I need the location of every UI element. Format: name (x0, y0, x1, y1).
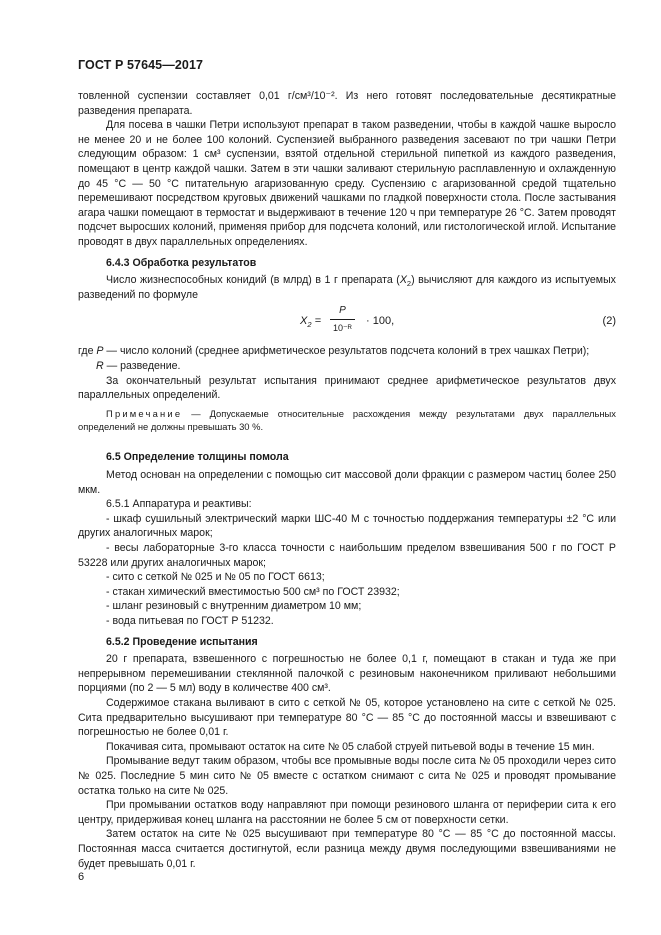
formula-lhs-sub: 2 (307, 320, 312, 330)
paragraph: Содержимое стакана выливают в сито с сеткой № 05, которое установлено на сите с сеткой № 025. Сита предварительно высушивают при температуре 80 °С — 85 °С до постоянной массы и взвешивают с погрешностью не более 0,01 г. (78, 697, 616, 739)
document-header: ГОСТ Р 57645—2017 (78, 58, 204, 72)
note (78, 407, 616, 434)
formula-denominator: 10⁻ᴿ (330, 319, 355, 336)
section-heading-6-5-1: 6.5.1 Аппаратура и реактивы: (106, 498, 252, 511)
formula-tail: · 100, (366, 315, 395, 328)
section-heading-6-5: 6.5 Определение толщины помола (106, 450, 289, 463)
list-item: - вода питьевая по ГОСТ Р 51232. (106, 615, 274, 628)
symbol-p: P (96, 345, 104, 358)
where-lead: где (78, 345, 97, 358)
list-item: - шланг резиновый с внутренним диаметром 10 мм; (106, 600, 362, 613)
text-part: Число жизнеспособных конидий (в млрд) в 1 г препарата ( (106, 274, 400, 287)
document-body (78, 89, 616, 871)
paragraph: Покачивая сита, промывают остаток на сите № 05 слабой струей питьевой воды в течение 15 мин. (106, 740, 595, 753)
variable-x: X (399, 274, 407, 287)
section-heading-6-4-3: 6.4.3 Обработка результатов (106, 256, 257, 269)
formula-lhs-var: X (300, 315, 308, 328)
formula-fraction (330, 304, 355, 335)
text-part: ) вычисляют для каждого из испытуемых разведений по формуле (78, 274, 616, 301)
symbol-r: R (96, 359, 104, 372)
where-r-text: — разведение. (103, 359, 181, 372)
page-number: 6 (78, 871, 85, 883)
paragraph-continuation: товленной суспензии составляет 0,01 г/см³/10⁻². Из него готовят последовательные десятикратные разведения препарата. (78, 90, 616, 117)
formula-2 (78, 304, 616, 340)
list-item: - сито с сеткой № 025 и № 05 по ГОСТ 6613; (106, 571, 325, 584)
note-text: — Допускаемые относительные расхождения между результатами двух параллельных определений не должны превышать 30 %. (78, 407, 616, 433)
list-item: - шкаф сушильный электрический марки ШС-40 М с точностью поддержания температуры ±2 °С или других аналогичных марок; (78, 512, 616, 540)
list-item: - весы лабораторные 3-го класса точности с наибольшим пределом взвешивания 500 г по ГОСТ Р 53228 или других аналогичных марок; (78, 542, 616, 569)
list-item: - стакан химический вместимостью 500 см³ по ГОСТ 23932; (106, 585, 400, 598)
where-p (78, 344, 616, 359)
paragraph-method: Метод основан на определении с помощью сит массовой доли фракции с размером частиц более 250 мкм. (78, 469, 616, 496)
formula-number: (2) (602, 315, 616, 328)
paragraph-final-result: За окончательный результат испытания принимают среднее арифметическое результатов двух параллельных определений. (78, 374, 616, 402)
paragraph: 20 г препарата, взвешенного с погрешностью не более 0,1 г, помещают в стакан и туда же при непрерывном перемешивании стеклянной палочкой с резиновым наконечником приливают небольшими порциями (по 2 — 5 мл) воду в количестве 400 см³. (78, 653, 616, 695)
formula-equals: = (311, 315, 321, 328)
where-p-text: — число колоний (среднее арифметическое результатов подсчета колоний в трех чашках Петри); (103, 345, 590, 358)
paragraph-count-formula-intro (78, 273, 616, 302)
paragraph: При промывании остатков воду направляют при помощи резинового шланга от периферии сита к его центру, придерживая конец шланга на расстоянии не более 5 см от поверхности сетки. (78, 799, 616, 826)
formula-numerator: P (339, 305, 346, 317)
variable-subscript: 2 (406, 279, 412, 289)
paragraph: Промывание ведут таким образом, чтобы все промывные воды после сита № 05 проходили через сито № 025. Последние 5 мин сито № 05 вместе с остатком снимают с сита № 025 и проводят промывание остатка только на сите № 025. (78, 755, 616, 797)
where-r (78, 359, 616, 374)
formula-lhs (300, 314, 321, 329)
section-heading-6-5-2: 6.5.2 Проведение испытания (106, 635, 258, 648)
note-label: Примечание (106, 407, 183, 419)
paragraph: Затем остаток на сите № 025 высушивают при температуре 80 °С — 85 °С до постоянной массы. Постоянная масса считается достигнутой, если разница между двумя последующими взвешиваниями не будет превышать 0,01 г. (78, 828, 616, 870)
paragraph-seeding: Для посева в чашки Петри используют препарат в таком разведении, чтобы в каждой чашке выросло не менее 20 и не более 100 колоний. Суспензией выбранного разведения засевают по три чашки Петри следующим образом: 1 см³ суспензии, взятой отдельной стерильной пипеткой из каждого разведения, помещают в центр каждой чашки. Затем в эти чашки заливают стерильную расплавленную и охлажденную до 45 °С — 50 °С питательную агаризованную среду. Суспензию с агаризованной средой тщательно перемешивают посредством круговых движений чашками по гладкой поверхности стола. После застывания агара чашки помещают в термостат и выдерживают в течение 120 ч при температуре 26 °С. Затем проводят подсчет выросших колоний, применяя прибор для подсчета колоний, или гистологической иглой. Испытание проводят в двух параллельных определениях. (78, 119, 616, 248)
